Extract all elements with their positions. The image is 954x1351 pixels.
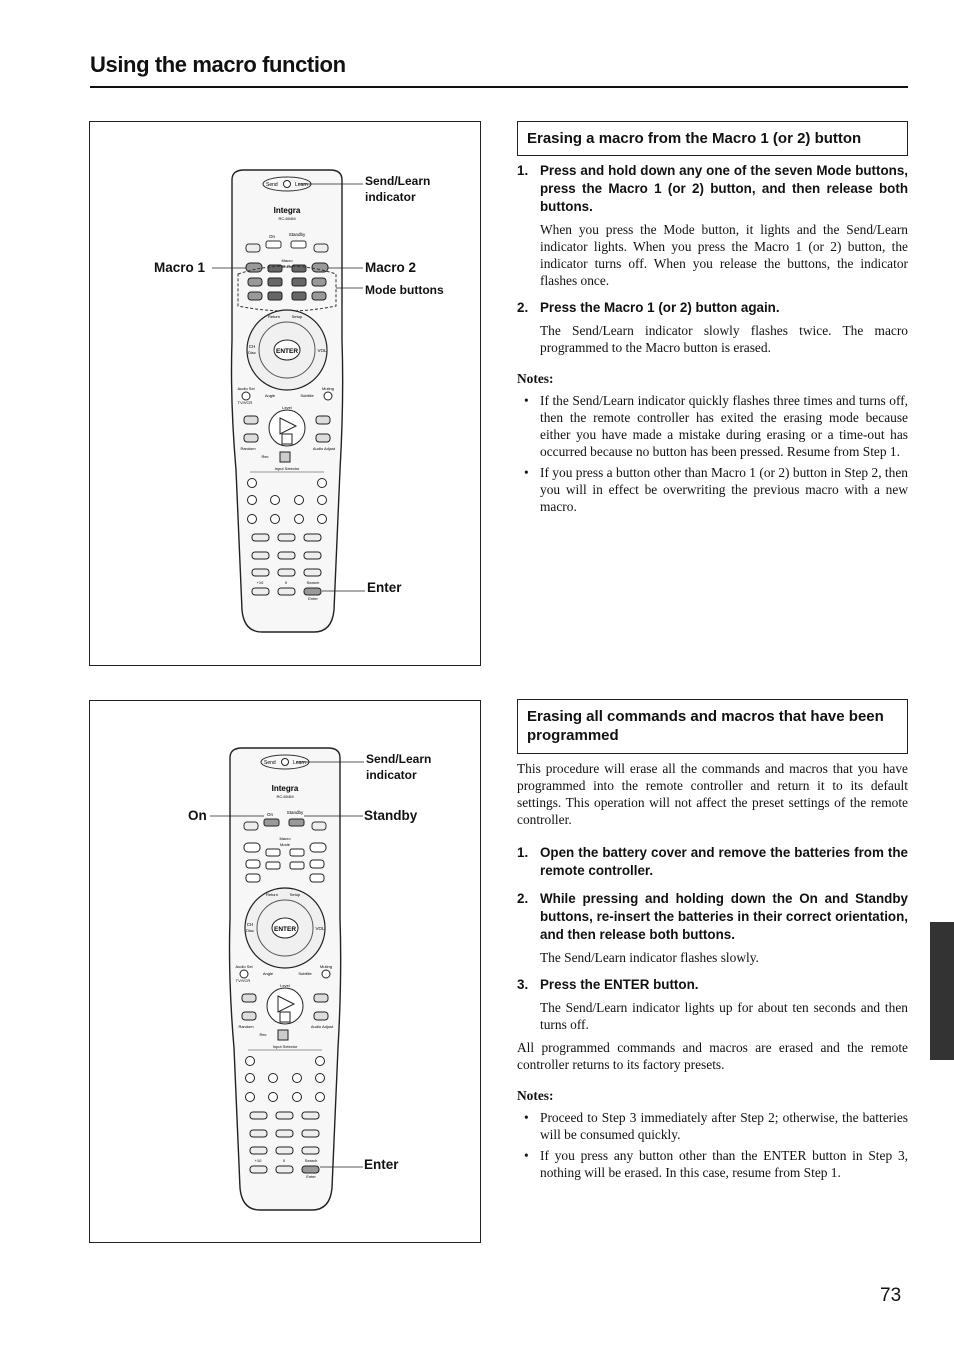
macro2-button (312, 263, 328, 272)
send-learn-indicator (282, 759, 289, 766)
section1-step-2: 2. Press the Macro 1 (or 2) button again. (517, 300, 780, 315)
remote-search-label: Search (306, 580, 320, 585)
on-button (264, 819, 279, 826)
remote-tv-vcr-label: TV/VCR (235, 978, 251, 983)
side-button-left (246, 244, 260, 252)
remote-plus10-label: +10 (256, 580, 264, 585)
remote-audio-adjust-label: Audio Adjust (310, 1024, 334, 1029)
remote-input-selector-label: Input Selector (272, 1044, 298, 1049)
side-button-right (314, 244, 328, 252)
callout-mode-buttons: Mode buttons (365, 283, 444, 297)
remote-return-label: Return (267, 314, 281, 319)
callout-on: On (188, 808, 207, 823)
remote-input-selector-label: Input Selector (274, 466, 300, 471)
remote-enter-label: ENTER (275, 348, 299, 355)
section2-after: All programmed commands and macros are erased and the remote controller returns to its factory presets. (517, 1040, 908, 1072)
remote-enter-label: ENTER (273, 926, 297, 933)
remote-setup-label: Setup (291, 314, 303, 319)
callout-send-learn-2: Send/Learn indicator (366, 752, 432, 782)
section1-step-1-detail: When you press the Mode button, it lights and the Send/Learn indicator lights. When you press the Macro 1 (or 2) button, the indicator turns off. When you release the buttons, the indicator flashes once. (540, 222, 908, 288)
send-learn-indicator (284, 181, 291, 188)
remote-rec-label: Rec (259, 1032, 267, 1037)
remote-enter-small-label: Enter (308, 596, 318, 601)
callout-send-learn-1: Send/Learn indicator (365, 174, 431, 204)
remote-return-label: Return (265, 892, 279, 897)
remote-vol-label: VOL (317, 348, 327, 353)
callout-enter-2: Enter (364, 1157, 399, 1172)
section1-step-1: 1. Press and hold down any one of the seven Mode buttons, press the Macro 1 (or 2) button, and then release both buttons. (517, 163, 908, 214)
remote-rec-label: Rec (261, 454, 269, 459)
note-item: • Proceed to Step 3 immediately after Step 2; otherwise, the batteries will be consumed quickly. (517, 1109, 908, 1143)
keypad-enter-button (302, 1166, 319, 1173)
section1-body (517, 152, 908, 519)
remote-learn-label: Learn (293, 760, 306, 766)
remote-standby-label: Standby (288, 232, 306, 237)
remote-zero-label: 0 (282, 1158, 286, 1163)
remote-angle-label: Angle (264, 393, 276, 398)
note-item: • If the Send/Learn indicator quickly flashes three times and turns off, then the remote controller has exited the erasing mode because either you have made a mistake during erasing or a time-out has occurred because no button has been pressed. Resume from Step 1. (517, 392, 908, 460)
title-rule (90, 86, 908, 88)
remote-audio-sel-label: Audio Sel (235, 964, 253, 969)
remote-disc-label: Disc (246, 928, 254, 933)
remote-controller (232, 170, 343, 632)
section2-step-3: 3. Press the ENTER button. (517, 977, 699, 992)
callout-macro2: Macro 2 (365, 260, 417, 275)
remote-search-label: Search (304, 1158, 318, 1163)
section2-body (517, 760, 908, 1185)
remote-level-label: Level (280, 983, 290, 988)
remote-muting-label: Muting (321, 386, 335, 391)
remote-ch-label: CH (246, 922, 254, 927)
callout-macro1: Macro 1 (154, 260, 206, 275)
play-button (267, 988, 303, 1024)
remote-enter-small-label: Enter (306, 1174, 316, 1179)
remote-level-label: Level (282, 405, 292, 410)
callout-standby: Standby (364, 808, 418, 823)
note-item: • If you press any button other than the ENTER button in Step 3, nothing will be erased. In this case, resume from Step 1. (517, 1147, 908, 1181)
section2-heading: Erasing all commands and macros that have been programmed (517, 699, 908, 754)
remote-subtitle-label: Subtitle (298, 971, 312, 976)
figure-reset-buttons (89, 700, 481, 1243)
remote-audio-adjust-label: Audio Adjust (312, 446, 336, 451)
remote-model: RC-604M (278, 216, 296, 221)
section2-notes-heading: Notes: (517, 1088, 554, 1103)
page-title: Using the macro function (90, 52, 346, 77)
remote-send-label: Send (266, 182, 278, 188)
remote-plus10-label: +10 (254, 1158, 262, 1163)
remote-tv-vcr-label: TV/VCR (237, 400, 253, 405)
remote-brand: Integra (271, 784, 299, 793)
remote-macro-label: Macro (279, 836, 291, 841)
remote-disc-label: Disc (248, 350, 256, 355)
remote-standby-label: Standby (286, 810, 304, 815)
section2-step-3-detail: The Send/Learn indicator lights up for about ten seconds and then turns off. (540, 1000, 908, 1032)
remote-random-label: Random (238, 1024, 254, 1029)
section2-intro: This procedure will erase all the commands and macros that you have programmed into the remote controller and return it to its default settings. This operation will not affect the preset settings of the remote controller. (517, 761, 908, 827)
remote-send-label: Send (264, 760, 276, 766)
standby-button (291, 241, 306, 248)
remote-angle-label: Angle (262, 971, 274, 976)
section2-notes (517, 1109, 908, 1181)
section2-step-1: 1. Open the battery cover and remove the batteries from the remote controller. (517, 845, 908, 878)
remote-mode-label: Mode (281, 264, 293, 269)
remote-muting-label: Muting (319, 964, 333, 969)
on-button (266, 241, 281, 248)
section2-step-2-detail: The Send/Learn indicator flashes slowly. (540, 950, 759, 965)
remote-setup-label: Setup (289, 892, 301, 897)
remote-random-label: Random (240, 446, 256, 451)
remote-zero-label: 0 (284, 580, 288, 585)
callout-enter-1: Enter (367, 580, 402, 595)
section2-step-2: 2. While pressing and holding down the On and Standby buttons, re-insert the batteries in their correct orientation, and then release both buttons. (517, 891, 908, 942)
remote-vol-label: VOL (315, 926, 325, 931)
standby-button (289, 819, 304, 826)
section1-notes (517, 392, 908, 515)
figure-macro-buttons (89, 121, 481, 666)
remote-on-label: On (268, 234, 276, 239)
play-button (269, 410, 305, 446)
remote-brand: Integra (273, 206, 301, 215)
section1-notes-heading: Notes: (517, 371, 554, 386)
section1-heading: Erasing a macro from the Macro 1 (or 2) button (517, 121, 908, 156)
remote-mode-label: Mode (279, 842, 291, 847)
section1-step-2-detail: The Send/Learn indicator slowly flashes twice. The macro programmed to the Macro button is erased. (540, 323, 908, 355)
keypad-enter-button (304, 588, 321, 595)
note-item: • If you press a button other than Macro 1 (or 2) button in Step 2, then you will in effect be overwriting the previous macro with a new macro. (517, 464, 908, 515)
chapter-tab (930, 922, 954, 1060)
remote-audio-sel-label: Audio Sel (237, 386, 255, 391)
remote-learn-label: Learn (295, 182, 308, 188)
remote-ch-label: CH (248, 344, 256, 349)
remote-macro-label: Macro (281, 258, 293, 263)
remote-model: RC-604M (276, 794, 294, 799)
remote-on-label: On (266, 812, 274, 817)
remote-controller (230, 748, 341, 1210)
remote-subtitle-label: Subtitle (300, 393, 314, 398)
page-number: 73 (880, 1285, 902, 1306)
